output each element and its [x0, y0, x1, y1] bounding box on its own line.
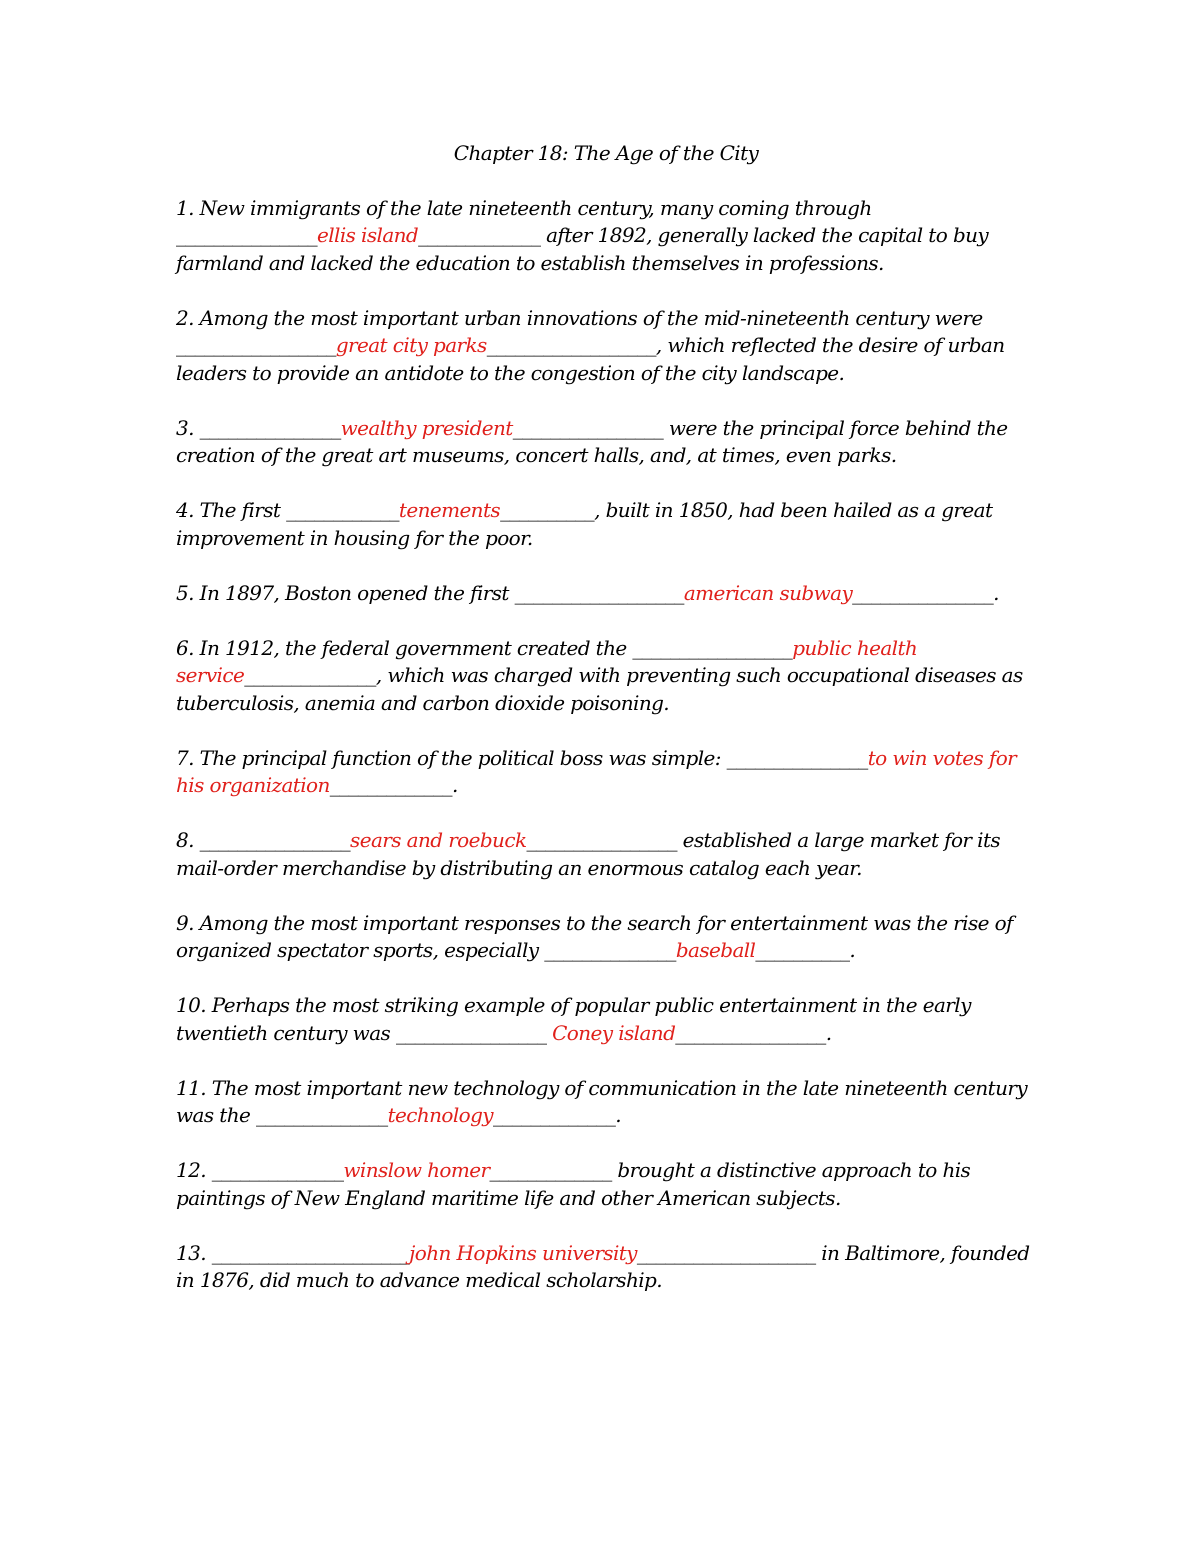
blank-line: _________________ — [632, 635, 793, 660]
blank-line: ______________ — [255, 1103, 388, 1127]
question-text: 2. Among the most important urban innovations of the mid-nineteenth century were — [176, 305, 983, 330]
blank-line: __________________ — [514, 580, 684, 605]
answer-text: ellis island — [317, 223, 419, 247]
question-11 — [176, 1075, 1036, 1130]
blank-line: _______________ — [199, 415, 341, 440]
question-text: 8. — [176, 828, 200, 852]
answer-text: sears and roebuck — [350, 828, 527, 852]
question-text: were the principal force behind the creation of the great art museums, concert halls, and, at times, even parks. — [176, 415, 1008, 467]
answer-text: american subway — [683, 580, 853, 605]
question-text: 10. Perhaps the most striking example of popular public entertainment in the early twentieth century was — [176, 993, 971, 1045]
question-text: 12. — [176, 1158, 212, 1182]
blank-line: ___________________ — [636, 1240, 816, 1265]
blank-line: ________________ — [526, 828, 677, 852]
blank-line: _____________ — [489, 1158, 612, 1182]
question-10 — [176, 992, 1036, 1047]
question-5 — [176, 580, 1036, 608]
question-12 — [176, 1157, 1036, 1212]
blank-line: _____________________ — [211, 1240, 410, 1265]
question-text: . — [825, 1020, 832, 1045]
question-text: 1. New immigrants of the late nineteenth century, many coming through — [176, 195, 872, 220]
page-title: Chapter 18: The Age of the City — [453, 141, 759, 165]
blank-line: ____________ — [286, 498, 399, 522]
question-text: , which was charged with preventing such occupational diseases as tuberculosis, anemia and carbon dioxide poisoning. — [176, 663, 1023, 715]
answer-text: to win votes for his organization — [176, 745, 1017, 797]
question-text: 7. The principal function of the political boss was simple: — [176, 745, 727, 770]
blank-line: __________ — [500, 498, 595, 522]
question-text: . — [451, 773, 458, 797]
answer-text: great city parks — [335, 333, 487, 357]
question-text: 5. In 1897, Boston opened the first — [176, 580, 515, 605]
blank-line: _________________ — [176, 333, 336, 357]
question-9 — [176, 910, 1036, 965]
question-text: . — [849, 938, 856, 962]
blank-line: ______________ — [244, 663, 376, 687]
answer-text: tenements — [398, 498, 501, 522]
answer-text: baseball — [675, 938, 756, 962]
blank-line: _____________ — [493, 1103, 616, 1127]
question-7 — [176, 745, 1036, 800]
blank-line: ________________ — [395, 1020, 547, 1045]
answer-text: john Hopkins university — [409, 1240, 637, 1265]
question-2 — [176, 305, 1036, 388]
question-text: 3. — [176, 415, 200, 440]
question-13 — [176, 1240, 1036, 1295]
blank-line: _______________ — [726, 745, 868, 770]
question-4 — [176, 497, 1036, 552]
blank-line: __________ — [755, 938, 850, 962]
answer-text: public health service — [176, 635, 918, 687]
question-text: 9. Among the most important responses to the search for entertainment was the rise of organized spectator sports, especially — [176, 910, 1013, 962]
answer-text: wealthy president — [340, 415, 513, 440]
question-text: , which reflected the desire of urban leaders to provide an antidote to the congestion of the city landscape. — [176, 333, 1005, 385]
question-text: brought a distinctive approach to his paintings of New England maritime life and other American subjects. — [176, 1158, 971, 1210]
answer-text: technology — [387, 1103, 494, 1127]
answer-text: Coney island — [546, 1020, 676, 1045]
blank-line: ______________ — [544, 938, 676, 962]
blank-line: ________________ — [199, 828, 351, 852]
blank-line: _____________ — [329, 773, 452, 797]
question-8 — [176, 827, 1036, 882]
blank-line: _______________ — [176, 223, 318, 247]
question-text: . — [993, 580, 999, 605]
blank-line: _____________ — [418, 223, 541, 247]
worksheet-page — [176, 140, 1036, 1322]
question-6 — [176, 635, 1036, 718]
answer-text: winslow homer — [343, 1158, 490, 1182]
question-text: 11. The most important new technology of communication in the late nineteenth century was the — [176, 1075, 1028, 1127]
blank-line: ________________ — [675, 1020, 826, 1045]
question-text: after 1892, generally lacked the capital to buy farmland and lacked the education to establish themselves in professions. — [176, 223, 989, 275]
question-text: 6. In 1912, the federal government created the — [176, 635, 633, 660]
question-text: . — [615, 1103, 621, 1127]
blank-line: ________________ — [512, 415, 664, 440]
blank-line: _______________ — [852, 580, 994, 605]
question-text: established a large market for its mail-order merchandise by distributing an enormous catalog each year. — [176, 828, 1001, 880]
blank-line: __________________ — [486, 333, 656, 357]
question-3 — [176, 415, 1036, 470]
blank-line: ______________ — [211, 1158, 344, 1182]
question-text: , built in 1850, had been hailed as a great improvement in housing for the poor. — [176, 498, 993, 550]
question-1 — [176, 195, 1036, 278]
question-text: 4. The first — [176, 498, 287, 522]
question-text: in Baltimore, founded in 1876, did much to advance medical scholarship. — [176, 1240, 1030, 1292]
question-text: 13. — [176, 1240, 212, 1265]
